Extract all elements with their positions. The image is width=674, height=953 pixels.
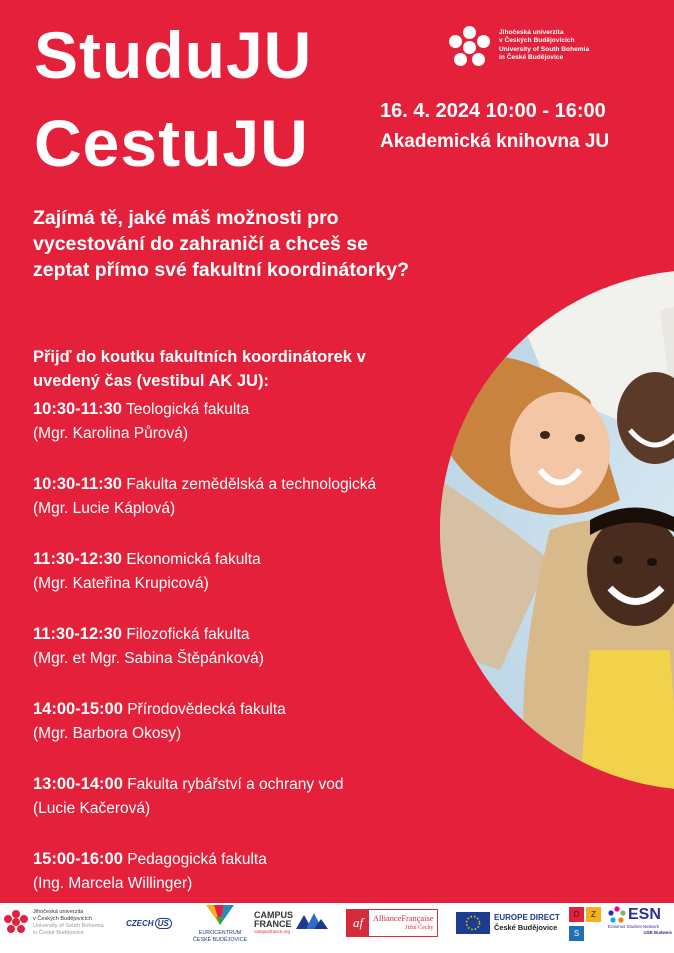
event-place: Akademická knihovna JU xyxy=(380,131,610,152)
schedule-person: (Lucie Kačerová) xyxy=(33,800,151,817)
eu-flag-icon xyxy=(456,912,490,934)
schedule-time: 14:00-15:00 xyxy=(33,700,123,718)
schedule-faculty: Fakulta rybářství a ochrany vod xyxy=(127,776,344,793)
schedule-faculty: Pedagogická fakulta xyxy=(127,851,267,868)
partner-logos-footer xyxy=(0,903,674,953)
question-text: Zajímá tě, jaké máš možnosti pro vycestování do zahraničí a chceš se zeptat přímo své fakultní koordinátorky? xyxy=(33,207,409,281)
schedule-time: 11:30-12:30 xyxy=(33,625,122,643)
schedule-person: (Ing. Marcela Willinger) xyxy=(33,875,193,892)
schedule-faculty: Přírodovědecká fakulta xyxy=(127,701,286,718)
eurocentrum-icon xyxy=(206,905,234,925)
campus-france-logo: CAMPUS FRANCE campusfrance.org xyxy=(254,911,328,934)
schedule-item xyxy=(33,397,453,472)
schedule-item xyxy=(33,772,453,847)
czechtech-logo: CZECH US xyxy=(126,919,172,928)
university-flower-icon xyxy=(447,26,493,68)
eurocentrum-logo: EUROCENTRUM ČESKÉ BUDĚJOVICE xyxy=(190,905,250,944)
schedule-person: (Mgr. Lucie Káplová) xyxy=(33,500,176,517)
campus-triangles-icon xyxy=(296,911,328,929)
schedule-faculty: Ekonomická fakulta xyxy=(126,551,261,568)
students-photo xyxy=(440,270,674,790)
europe-direct-logo: EUROPE DIRECT České Budějovice xyxy=(456,912,560,934)
schedule-item xyxy=(33,472,453,547)
schedule-time: 10:30-11:30 xyxy=(33,475,122,493)
schedule-person: (Mgr. Karolina Půrová) xyxy=(33,425,189,442)
students-photo-image xyxy=(440,270,674,790)
schedule-person: (Mgr. et Mgr. Sabina Štěpánková) xyxy=(33,650,264,667)
schedule-person: (Mgr. Barbora Okosy) xyxy=(33,725,182,742)
alliance-francaise-logo: af AllianceFrançaise Jižní Čechy xyxy=(346,909,438,937)
schedule-item xyxy=(33,622,453,697)
event-datetime: 16. 4. 2024 10:00 - 16:00 xyxy=(380,100,606,122)
schedule-faculty: Fakulta zemědělská a technologická xyxy=(126,476,377,493)
esn-star-icon xyxy=(608,906,626,924)
title-line-2: CestuJU xyxy=(34,106,309,180)
esn-logo: ESN Erasmus Student Network USB Budweis xyxy=(608,906,672,935)
schedule-time: 15:00-16:00 xyxy=(33,850,123,868)
schedule-time: 11:30-12:30 xyxy=(33,550,122,568)
schedule-list xyxy=(33,397,453,922)
dzs-logo: D Z S xyxy=(569,907,601,943)
schedule-faculty: Filozofická fakulta xyxy=(126,626,250,643)
university-name: Jihočeská univerzita v Českých Budějovicích University of South Bohemia in České Budějovice xyxy=(499,29,590,61)
title-line-1: StuduJU xyxy=(34,18,313,92)
ju-flower-icon xyxy=(3,909,29,935)
schedule-person: (Mgr. Kateřina Krupicová) xyxy=(33,575,209,592)
schedule-faculty: Teologická fakulta xyxy=(126,401,250,418)
ju-footer-logo: Jihočeská univerzita v Českých Budějovicích University of South Bohemia in České Budějovice xyxy=(3,909,104,937)
university-logo xyxy=(447,26,589,68)
schedule-time: 10:30-11:30 xyxy=(33,400,122,418)
intro-text: Přijď do koutku fakultních koordinátorek v uvedený čas (vestibul AK JU): xyxy=(33,348,366,390)
schedule-item xyxy=(33,547,453,622)
schedule-item xyxy=(33,697,453,772)
schedule-time: 13:00-14:00 xyxy=(33,775,123,793)
